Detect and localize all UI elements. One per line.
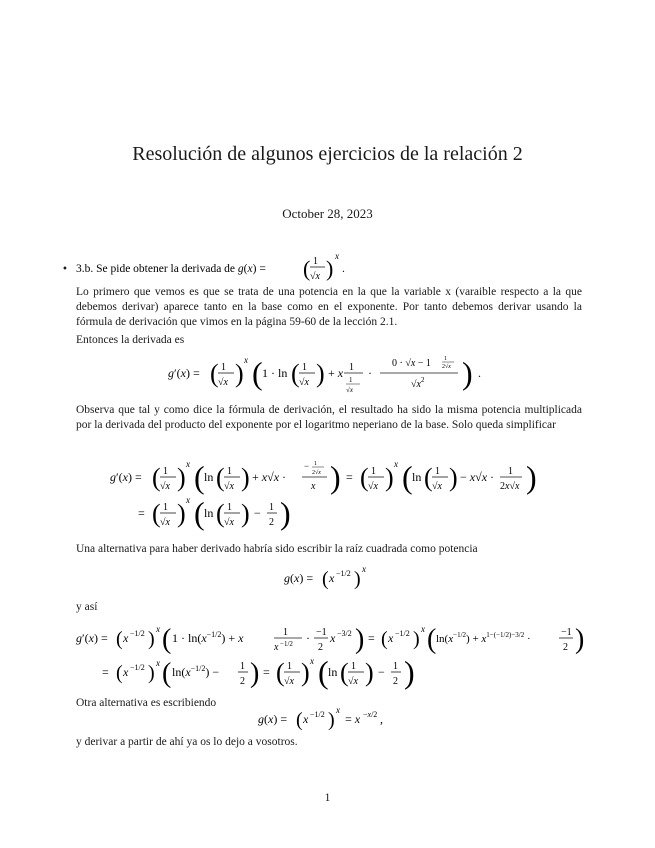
svg-text:): ) [177,463,186,492]
svg-text:=: = [346,470,353,484]
svg-text:g′(x) =: g′(x) = [110,470,142,484]
svg-text:x: x [335,251,339,261]
svg-text:x: x [123,665,129,679]
paragraph-derivative-lead: Entonces la derivada es [76,334,185,346]
svg-text:): ) [354,568,361,590]
svg-text:x: x [156,624,160,634]
svg-text:): ) [355,624,365,655]
svg-text:x: x [303,712,309,726]
svg-text:x: x [394,459,398,469]
svg-text:2: 2 [240,676,245,687]
page-number: 1 [324,792,331,804]
svg-text:=: = [263,665,270,679]
svg-text:1: 1 [435,466,440,477]
svg-text:√x: √x [284,676,294,687]
svg-text:): ) [235,359,244,388]
svg-text:√x: √x [224,481,234,492]
svg-text:√x: √x [346,386,353,394]
svg-text:3.b. Se pide obtener la deriva: 3.b. Se pide obtener la derivada de g(x) = [76,263,266,275]
svg-text:(: ( [402,459,413,495]
svg-text:1: 1 [508,466,513,477]
svg-text:1: 1 [163,502,168,513]
paragraph-intro: Lo primero que vemos es que se trata de una potencia en la que la variable x (varaible respecto a la que debemos derivar) aparece tanto en la base como en el exponente. Por tanto debemos derivar usando la fórmula de derivación que vimos en la página 59-60 de la lección 2.1. [76,286,582,328]
svg-text:1 · ln(x−1/2) + x: $1 \cdot \ln(x^{-1/2}) + x$ [172,630,244,645]
svg-text:(: ( [152,499,161,528]
svg-text:1: 1 [227,502,232,513]
svg-text:1: 1 [371,466,376,477]
svg-text:1: 1 [351,661,356,672]
svg-text:(: ( [210,359,219,388]
svg-text:(: ( [216,499,225,528]
svg-text:): ) [301,658,310,687]
svg-text:x: x [336,705,340,715]
svg-text:1: 1 [444,356,447,362]
svg-text:): ) [385,463,394,492]
svg-text:√x2: $√x^2$ [411,376,425,390]
svg-text:√x: √x [299,377,309,388]
svg-text:2√x: 2√x [442,364,451,370]
svg-text:x: x [421,624,425,634]
document-date: October 28, 2023 [282,206,373,221]
svg-text:): ) [404,654,415,690]
paragraph-closing: y derivar a partir de ahí ya os lo dejo a vosotros. [76,736,298,748]
svg-text:(: ( [360,463,369,492]
svg-text:): ) [148,628,155,650]
paragraph-observation: Observa que tal y como dice la fórmula de derivación, el resultado ha sido la misma potencia multiplicada por la derivada del producto del exponente por el logaritmo neperiano de la base. Solo queda simplificar [76,404,582,431]
svg-text:(: ( [291,359,300,388]
svg-text:): ) [575,624,585,655]
svg-text:(: ( [194,495,205,531]
svg-text:·: · [368,366,372,380]
svg-text:x: x [330,631,336,645]
svg-text:(: ( [318,654,329,690]
svg-text:): ) [449,463,458,492]
equation-power-derivative [76,620,586,690]
svg-text:): ) [462,355,473,391]
svg-text:−: − [254,506,261,520]
svg-text:(: ( [322,568,329,590]
svg-text:): ) [148,662,155,684]
svg-text:√x: √x [348,676,358,687]
svg-text:): ) [250,658,260,689]
svg-text:0 · √x − 1: 0 · √x − 1 [392,358,431,369]
svg-text:x: x [388,631,394,645]
svg-text:√x: √x [224,517,234,528]
svg-text:=: = [368,631,375,645]
equation-power-form [284,563,384,593]
svg-text:g′(x) =: g′(x) = [168,366,200,380]
svg-text:ln: ln [328,665,338,679]
svg-text:x: x [274,642,279,653]
svg-text:1: 1 [269,502,274,513]
svg-text:(: ( [427,624,437,655]
svg-text:−: − [304,461,310,471]
svg-text:(: ( [381,628,388,650]
svg-text:g′(x) =: g′(x) = [76,631,108,645]
svg-text:): ) [413,628,420,650]
svg-text:ln: ln [204,470,214,484]
svg-text:−x/2: −x/2 [363,710,378,719]
svg-text:√x: √x [432,481,442,492]
svg-text:1: 1 [349,376,353,384]
svg-text:(: ( [116,628,123,650]
svg-text:√x: √x [310,271,320,282]
paragraph-and-so: y así [76,601,98,613]
svg-text:2√x: 2√x [312,470,321,476]
svg-text:x: x [186,495,190,505]
svg-text:+ x√x ·: + x√x · [252,470,287,484]
svg-text:+ x: + x [328,366,344,380]
svg-text:): ) [330,459,341,495]
svg-text:): ) [526,459,537,495]
list-bullet: • [62,264,68,275]
equation-simplify [110,457,550,537]
svg-text:1: 1 [221,362,226,373]
svg-text:): ) [328,709,335,731]
svg-text:−1/2: −1/2 [310,710,325,719]
svg-text:1: 1 [240,661,245,672]
svg-text:−: − [378,665,385,679]
svg-text:(: ( [424,463,433,492]
svg-text:−1: −1 [316,627,327,638]
svg-text:(: ( [162,658,172,689]
svg-text:(: ( [216,463,225,492]
svg-text:): ) [241,463,250,492]
svg-text:−1/2: −1/2 [336,569,351,578]
svg-text:2: 2 [269,517,274,528]
svg-text:1: 1 [349,362,354,373]
svg-text:ln: ln [412,470,422,484]
svg-text:x: x [156,658,160,668]
document-title: Resolución de algunos ejercicios de la relación 2 [132,143,523,165]
svg-text:1: 1 [313,256,318,267]
svg-text:): ) [177,499,186,528]
svg-text:1: 1 [227,466,232,477]
svg-text:−1/2: −1/2 [130,663,145,672]
svg-text:1: 1 [283,627,288,638]
svg-text:1 · ln: 1 · ln [262,366,288,380]
svg-text:1: 1 [163,466,168,477]
svg-text:− x√x ·: − x√x · [460,470,495,484]
svg-text:−1/2: −1/2 [280,640,293,648]
svg-text:x: x [329,571,335,585]
svg-text:·: · [306,631,310,645]
svg-text:−3/2: −3/2 [337,629,352,638]
svg-text:√x: √x [160,481,170,492]
svg-text:.: . [478,366,481,380]
svg-text:x: x [362,564,366,574]
svg-text:−1/2: −1/2 [130,629,145,638]
svg-text:g(x) =: g(x) = [258,712,288,726]
svg-text:): ) [316,359,325,388]
svg-text:2: 2 [318,642,323,653]
svg-text:(: ( [340,658,349,687]
item-intro-formula [76,248,376,284]
svg-text:(: ( [152,463,161,492]
svg-text:=: = [102,665,109,679]
svg-text:): ) [326,256,334,281]
svg-text:ln(x−1/2) + x1−(−1/2)−3/2 ·: $\ln(x^{-1/2}) + x^{1-(-1/2)-3/2}$ · [436,631,531,645]
svg-text:1: 1 [287,661,292,672]
svg-text:=: = [138,506,145,520]
svg-text:x: x [123,631,129,645]
svg-text:): ) [280,495,291,531]
svg-text:2: 2 [563,642,568,653]
svg-text:1: 1 [302,362,307,373]
svg-text:(: ( [116,662,123,684]
svg-text:−1: −1 [561,627,572,638]
svg-text:√x: √x [160,517,170,528]
svg-text:√x: √x [218,377,228,388]
svg-text:= x: = x [345,712,361,726]
svg-text:x: x [244,355,248,365]
svg-text:ln: ln [204,506,214,520]
equation-derivative [168,346,498,396]
svg-text:(: ( [276,658,285,687]
equation-exponent-form [258,704,388,734]
svg-text:2: 2 [393,676,398,687]
svg-text:−1/2: −1/2 [395,629,410,638]
svg-text:(: ( [194,459,205,495]
svg-text:,: , [380,712,383,726]
svg-text:(: ( [296,709,303,731]
svg-text:1: 1 [393,661,398,672]
svg-text:x: x [186,459,190,469]
item-intro [76,248,376,284]
svg-text:(: ( [252,355,263,391]
svg-text:(: ( [303,256,311,281]
svg-text:.: . [342,263,345,275]
paragraph-alternative: Una alternativa para haber derivado habría sido escribir la raíz cuadrada como potencia [76,543,478,555]
svg-text:): ) [241,499,250,528]
paragraph-other-alternative: Otra alternativa es escribiendo [76,697,217,709]
svg-text:x: x [311,481,316,492]
svg-text:2x√x: 2x√x [500,481,520,492]
svg-text:x: x [310,656,314,666]
svg-text:(: ( [162,624,172,655]
svg-text:√x: √x [368,481,378,492]
svg-text:ln(x−1/2) −: $\ln(x^{-1/2})$ − [172,664,220,679]
svg-text:1: 1 [314,461,317,467]
svg-text:g(x) =: g(x) = [284,571,314,585]
svg-text:): ) [365,658,374,687]
